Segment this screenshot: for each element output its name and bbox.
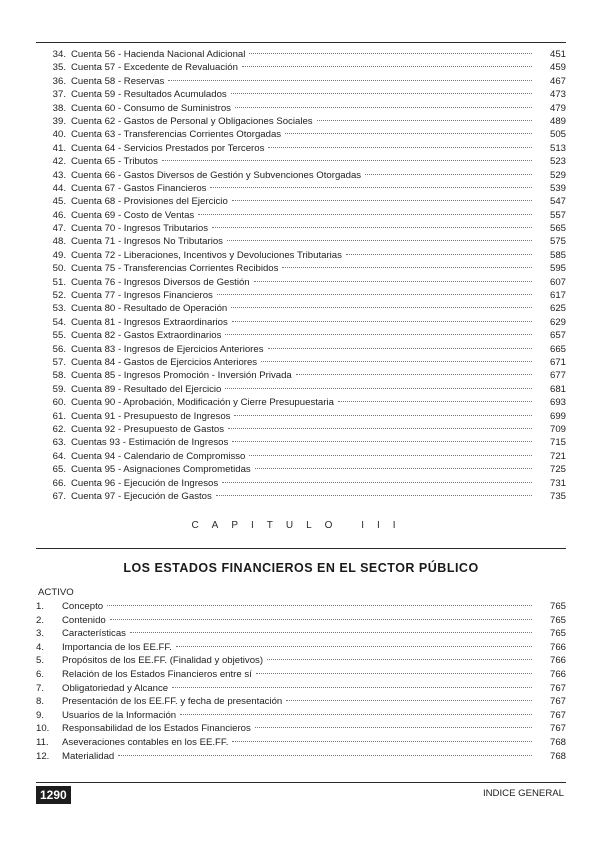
- toc-entry-number: 1.: [36, 601, 45, 612]
- toc-entry: [36, 155, 566, 168]
- dot-leader: [255, 727, 532, 728]
- toc-entry-page: 709: [549, 423, 566, 435]
- dot-leader: [118, 755, 532, 756]
- toc-entry-number: 64.: [52, 450, 66, 462]
- toc-entry-number: 54.: [52, 316, 66, 328]
- toc-entry-page: 617: [549, 290, 566, 302]
- toc-entry: [36, 88, 566, 101]
- footer-rule: [36, 782, 566, 783]
- dot-leader: [249, 53, 532, 54]
- toc-entry-title: Propósitos de los EE.FF. (Finalidad y objetivos): [62, 655, 264, 667]
- toc-entry-number: 56.: [52, 343, 66, 355]
- toc-entry: [36, 695, 566, 709]
- toc-entry-number: 51.: [52, 276, 66, 288]
- toc-entry: [36, 736, 566, 750]
- toc-entry-number: 37.: [52, 89, 66, 101]
- toc-entry-number: 63.: [52, 437, 66, 449]
- toc-entry-page: 693: [549, 397, 566, 409]
- toc-entry-title: Cuenta 57 - Excedente de Revaluación: [71, 62, 238, 74]
- toc-entry-number: 12.: [36, 750, 50, 762]
- toc-entry-number: 38.: [52, 102, 66, 114]
- dot-leader: [231, 307, 532, 308]
- toc-entry: [36, 276, 566, 289]
- toc-entry-title: Obligatoriedad y Alcance: [62, 682, 169, 694]
- toc-entry-title: Presentación de los EE.FF. y fecha de presentación: [62, 696, 283, 708]
- dot-leader: [365, 174, 532, 175]
- toc-entry-page: 473: [549, 89, 566, 101]
- toc-entry-title: Cuentas 93 - Estimación de Ingresos: [71, 437, 229, 449]
- dot-leader: [232, 741, 532, 742]
- dot-leader: [268, 348, 532, 349]
- toc-entry-number: 50.: [52, 263, 66, 275]
- toc-entry-page: 657: [549, 330, 566, 342]
- toc-entry-title: Cuenta 69 - Costo de Ventas: [71, 209, 195, 221]
- toc-entry-page: 505: [549, 129, 566, 141]
- toc-entry-number: 53.: [52, 303, 66, 315]
- dot-leader: [256, 673, 532, 674]
- dot-leader: [234, 415, 532, 416]
- toc-entry-page: 625: [549, 303, 566, 315]
- toc-entry-page: 766: [549, 668, 566, 680]
- dot-leader: [261, 361, 532, 362]
- toc-entry-title: Cuenta 68 - Provisiones del Ejercicio: [71, 196, 228, 208]
- toc-entry-number: 67.: [52, 490, 66, 502]
- toc-entry: [36, 423, 566, 436]
- toc-entry-page: 665: [549, 343, 566, 355]
- toc-entry-title: Cuenta 97 - Ejecución de Gastos: [71, 490, 212, 502]
- toc-entry: [36, 302, 566, 315]
- toc-entry-number: 62.: [52, 423, 66, 435]
- dot-leader: [282, 267, 532, 268]
- toc-entry-page: 768: [549, 736, 566, 748]
- toc-entry-number: 66.: [52, 477, 66, 489]
- toc-entry-title: Cuenta 83 - Ingresos de Ejercicios Anteriores: [71, 343, 264, 355]
- dot-leader: [249, 455, 532, 456]
- dot-leader: [212, 227, 532, 228]
- toc-entry-title: Contenido: [62, 614, 106, 626]
- dot-leader: [222, 482, 532, 483]
- toc-entry-page: 767: [549, 696, 566, 708]
- dot-leader: [162, 160, 532, 161]
- chapter-rule: [36, 548, 566, 549]
- toc-entry-number: 9.: [36, 709, 45, 721]
- toc-entry-page: 681: [549, 383, 566, 395]
- toc-entry-title: Importancia de los EE.FF.: [62, 641, 172, 653]
- running-title: INDICE GENERAL: [482, 788, 564, 799]
- page-number: 1290: [36, 786, 71, 804]
- toc-entry-title: Cuenta 66 - Gastos Diversos de Gestión y Subvenciones Otorgadas: [71, 169, 362, 181]
- toc-entry-title: Cuenta 56 - Hacienda Nacional Adicional: [71, 49, 246, 60]
- dot-leader: [228, 428, 532, 429]
- dot-leader: [232, 200, 532, 201]
- toc-entry-title: Cuenta 85 - Ingresos Promoción - Inversión Privada: [71, 370, 292, 382]
- toc-entry: [36, 209, 566, 222]
- toc-entry-number: 60.: [52, 397, 66, 409]
- toc-entry: [36, 641, 566, 655]
- toc-entry-title: Cuenta 65 - Tributos: [71, 156, 158, 168]
- dot-leader: [232, 321, 532, 322]
- toc-entry: [36, 235, 566, 248]
- toc-list-financial-statements: [36, 600, 566, 763]
- toc-entry-number: 42.: [52, 156, 66, 168]
- dot-leader: [317, 120, 532, 121]
- toc-entry-page: 629: [549, 316, 566, 328]
- toc-entry-page: 539: [549, 182, 566, 194]
- toc-entry: [36, 115, 566, 128]
- toc-entry: [36, 75, 566, 88]
- toc-entry-title: Cuenta 76 - Ingresos Diversos de Gestión: [71, 276, 250, 288]
- toc-entry: [36, 410, 566, 423]
- toc-entry-title: Cuenta 82 - Gastos Extraordinarios: [71, 330, 222, 342]
- toc-entry: [36, 356, 566, 369]
- toc-entry-number: 11.: [36, 736, 49, 748]
- toc-entry-page: 467: [549, 75, 566, 87]
- toc-entry: [36, 249, 566, 262]
- toc-entry-title: Cuenta 71 - Ingresos No Tributarios: [71, 236, 223, 248]
- toc-entry-title: Concepto: [62, 601, 104, 612]
- toc-entry: [36, 289, 566, 302]
- toc-entry-number: 49.: [52, 249, 66, 261]
- toc-entry-title: Cuenta 94 - Calendario de Compromisso: [71, 450, 246, 462]
- toc-entry-title: Usuarios de la Información: [62, 709, 177, 721]
- toc-entry-number: 8.: [36, 696, 45, 708]
- toc-entry-title: Cuenta 59 - Resultados Acumulados: [71, 89, 227, 101]
- toc-entry-number: 4.: [36, 641, 45, 653]
- toc-entry-number: 47.: [52, 223, 66, 235]
- dot-leader: [255, 468, 532, 469]
- toc-entry-title: Cuenta 64 - Servicios Prestados por Terceros: [71, 142, 265, 154]
- toc-entry-number: 43.: [52, 169, 66, 181]
- toc-entry-title: Relación de los Estados Financieros entre sí: [62, 668, 252, 680]
- toc-entry-page: 765: [549, 601, 566, 612]
- toc-entry-number: 46.: [52, 209, 66, 221]
- toc-entry: [36, 222, 566, 235]
- toc-entry-title: Cuenta 77 - Ingresos Financieros: [71, 290, 213, 302]
- toc-entry-page: 565: [549, 223, 566, 235]
- dot-leader: [110, 619, 532, 620]
- toc-entry-page: 721: [549, 450, 566, 462]
- toc-entry-number: 44.: [52, 182, 66, 194]
- toc-entry: [36, 490, 566, 503]
- toc-entry: [36, 142, 566, 155]
- section-heading: LOS ESTADOS FINANCIEROS EN EL SECTOR PÚBLICO: [123, 561, 479, 575]
- toc-entry: [36, 128, 566, 141]
- toc-entry: [36, 383, 566, 396]
- dot-leader: [198, 214, 532, 215]
- toc-entry-title: Cuenta 58 - Reservas: [71, 75, 165, 87]
- toc-entry-page: 715: [549, 437, 566, 449]
- toc-entry: [36, 262, 566, 275]
- toc-entry-number: 39.: [52, 115, 66, 127]
- toc-entry: [36, 722, 566, 736]
- toc-entry: [36, 195, 566, 208]
- dot-leader: [346, 254, 532, 255]
- dot-leader: [338, 401, 532, 402]
- toc-entry-page: 459: [549, 62, 566, 74]
- toc-entry-number: 48.: [52, 236, 66, 248]
- dot-leader: [130, 632, 532, 633]
- dot-leader: [232, 441, 532, 442]
- toc-entry-title: Cuenta 67 - Gastos Financieros: [71, 182, 207, 194]
- toc-entry-title: Cuenta 89 - Resultado del Ejercicio: [71, 383, 222, 395]
- toc-entry-title: Cuenta 92 - Presupuesto de Gastos: [71, 423, 225, 435]
- toc-entry-page: 768: [549, 750, 566, 762]
- dot-leader: [235, 107, 532, 108]
- toc-entry-page: 725: [549, 464, 566, 476]
- toc-entry-number: 55.: [52, 330, 66, 342]
- toc-entry-number: 5.: [36, 655, 45, 667]
- toc-entry-page: 677: [549, 370, 566, 382]
- toc-entry-title: Cuenta 80 - Resultado de Operación: [71, 303, 228, 315]
- toc-entry: [36, 102, 566, 115]
- dot-leader: [285, 133, 532, 134]
- toc-entry-title: Características: [62, 628, 126, 640]
- toc-entry: [36, 396, 566, 409]
- toc-entry: [36, 627, 566, 641]
- toc-entry-page: 575: [549, 236, 566, 248]
- toc-entry-title: Cuenta 96 - Ejecución de Ingresos: [71, 477, 219, 489]
- toc-entry-page: 547: [549, 196, 566, 208]
- toc-entry-title: Aseveraciones contables en los EE.FF.: [62, 736, 229, 748]
- toc-entry-title: Cuenta 95 - Asignaciones Comprometidas: [71, 464, 251, 476]
- toc-entry-number: 57.: [52, 356, 66, 368]
- toc-entry-number: 6.: [36, 668, 45, 680]
- toc-entry-title: Materialidad: [62, 750, 115, 762]
- toc-entry-number: 58.: [52, 370, 66, 382]
- toc-entry: [36, 450, 566, 463]
- toc-entry: [36, 169, 566, 182]
- dot-leader: [210, 187, 532, 188]
- toc-entry-title: Cuenta 63 - Transferencias Corrientes Otorgadas: [71, 129, 282, 141]
- toc-entry-page: 479: [549, 102, 566, 114]
- toc-entry: [36, 61, 566, 74]
- dot-leader: [172, 687, 532, 688]
- toc-entry-page: 585: [549, 249, 566, 261]
- toc-entry-number: 40.: [52, 129, 66, 141]
- toc-entry-page: 523: [549, 156, 566, 168]
- toc-list-accounts: [36, 48, 566, 503]
- toc-entry-page: 765: [549, 614, 566, 626]
- dot-leader: [286, 700, 532, 701]
- toc-entry: [36, 477, 566, 490]
- toc-entry: [36, 182, 566, 195]
- toc-entry-number: 36.: [52, 75, 66, 87]
- dot-leader: [267, 659, 532, 660]
- toc-entry-number: 3.: [36, 628, 45, 640]
- toc-entry-page: 735: [549, 490, 566, 502]
- dot-leader: [216, 495, 532, 496]
- dot-leader: [227, 240, 532, 241]
- toc-entry-title: Cuenta 75 - Transferencias Corrientes Recibidos: [71, 263, 279, 275]
- toc-entry-page: 529: [549, 169, 566, 181]
- toc-entry: [36, 329, 566, 342]
- toc-entry: [36, 343, 566, 356]
- dot-leader: [225, 334, 532, 335]
- toc-entry-page: 607: [549, 276, 566, 288]
- toc-entry-page: 595: [549, 263, 566, 275]
- toc-entry-title: Responsabilidad de los Estados Financieros: [62, 723, 251, 735]
- toc-entry-page: 513: [549, 142, 566, 154]
- dot-leader: [254, 281, 532, 282]
- toc-entry: [36, 463, 566, 476]
- dot-leader: [268, 147, 532, 148]
- subsection-label: ACTIVO: [38, 587, 74, 598]
- chapter-label: CAPITULO III: [191, 520, 409, 531]
- toc-entry: [36, 668, 566, 682]
- dot-leader: [242, 66, 532, 67]
- toc-entry-title: Cuenta 72 - Liberaciones, Incentivos y Devoluciones Tributarias: [71, 249, 342, 261]
- dot-leader: [225, 388, 532, 389]
- toc-entry-page: 765: [549, 628, 566, 640]
- toc-entry-title: Cuenta 81 - Ingresos Extraordinarios: [71, 316, 228, 328]
- toc-entry: [36, 316, 566, 329]
- toc-entry-number: 10.: [36, 723, 50, 735]
- toc-entry-number: 65.: [52, 464, 66, 476]
- toc-entry: [36, 682, 566, 696]
- toc-entry: [36, 600, 566, 614]
- toc-entry-number: 2.: [36, 614, 45, 626]
- top-rule: [36, 42, 566, 43]
- dot-leader: [107, 605, 532, 606]
- toc-entry-number: 34.: [52, 49, 66, 60]
- toc-entry-title: Cuenta 60 - Consumo de Suministros: [71, 102, 231, 114]
- toc-entry-page: 767: [549, 682, 566, 694]
- toc-entry-title: Cuenta 84 - Gastos de Ejercicios Anteriores: [71, 356, 258, 368]
- toc-entry-page: 451: [549, 49, 566, 60]
- toc-entry-page: 699: [549, 410, 566, 422]
- dot-leader: [217, 294, 532, 295]
- toc-entry-number: 35.: [52, 62, 66, 74]
- toc-entry-number: 7.: [36, 682, 45, 694]
- dot-leader: [176, 646, 532, 647]
- toc-entry-title: Cuenta 90 - Aprobación, Modificación y Cierre Presupuestaria: [71, 397, 334, 409]
- toc-entry-number: 59.: [52, 383, 66, 395]
- dot-leader: [168, 80, 532, 81]
- dot-leader: [231, 93, 532, 94]
- toc-entry: [36, 436, 566, 449]
- toc-entry-title: Cuenta 62 - Gastos de Personal y Obligaciones Sociales: [71, 115, 313, 127]
- toc-entry: [36, 48, 566, 61]
- toc-entry-page: 767: [549, 723, 566, 735]
- toc-entry-number: 52.: [52, 290, 66, 302]
- toc-entry: [36, 654, 566, 668]
- toc-entry-page: 489: [549, 115, 566, 127]
- toc-entry: [36, 614, 566, 628]
- toc-entry-title: Cuenta 91 - Presupuesto de Ingresos: [71, 410, 231, 422]
- toc-entry: [36, 709, 566, 723]
- toc-entry-page: 731: [549, 477, 566, 489]
- toc-entry-page: 766: [549, 641, 566, 653]
- toc-entry: [36, 369, 566, 382]
- toc-entry-page: 557: [549, 209, 566, 221]
- toc-entry-number: 61.: [52, 410, 66, 422]
- toc-entry-page: 767: [549, 709, 566, 721]
- toc-entry-page: 671: [549, 356, 566, 368]
- dot-leader: [296, 374, 532, 375]
- dot-leader: [180, 714, 532, 715]
- toc-entry-title: Cuenta 70 - Ingresos Tributarios: [71, 223, 209, 235]
- toc-entry: [36, 750, 566, 764]
- toc-entry-number: 41.: [52, 142, 66, 154]
- toc-entry-page: 766: [549, 655, 566, 667]
- toc-entry-number: 45.: [52, 196, 66, 208]
